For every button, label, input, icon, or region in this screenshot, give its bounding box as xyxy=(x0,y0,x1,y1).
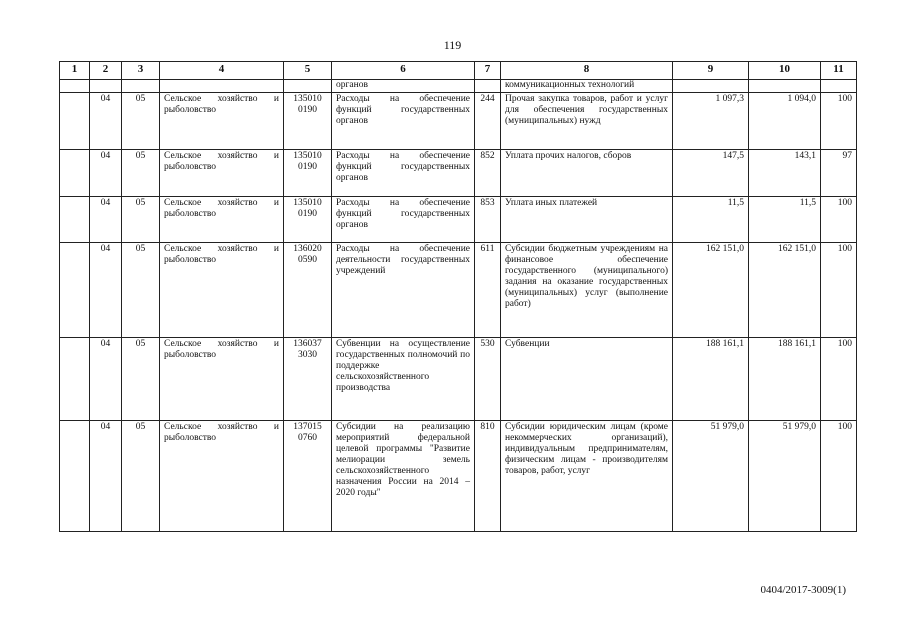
cell-expense-type: Прочая закупка товаров, работ и услуг для обеспечения государственных (муниципальных) нужд xyxy=(501,93,673,150)
header-col-4: 4 xyxy=(160,62,284,80)
cell-section: 04 xyxy=(90,150,122,197)
header-col-9: 9 xyxy=(673,62,749,80)
header-col-8: 8 xyxy=(501,62,673,80)
cell-expense-name: Расходы на обеспечение функций государственных органов xyxy=(332,93,475,150)
cell-type-code: 853 xyxy=(475,197,501,243)
cell-target-code: 136037 3030 xyxy=(284,338,332,421)
cell-subsection: 05 xyxy=(122,338,160,421)
cell-expense-type: Субсидии бюджетным учреждениям на финансовое обеспечение государственного (муниципального) задания на оказание государственных (муниципальных) услуг (выполнение работ) xyxy=(501,243,673,338)
cell-type-code: 611 xyxy=(475,243,501,338)
cell-section: 04 xyxy=(90,421,122,532)
cell-expense-name: Расходы на обеспечение функций государственных органов xyxy=(332,197,475,243)
cell-subsection: 05 xyxy=(122,93,160,150)
header-col-2: 2 xyxy=(90,62,122,80)
cell-actual: 162 151,0 xyxy=(749,243,821,338)
cell-section: 04 xyxy=(90,338,122,421)
header-col-1: 1 xyxy=(60,62,90,80)
cell-subsection: 05 xyxy=(122,197,160,243)
cell-target-code: 135010 0190 xyxy=(284,150,332,197)
cell-section-name: Сельское хозяйство и рыболовство xyxy=(160,338,284,421)
table-row xyxy=(60,197,857,243)
table-row xyxy=(60,93,857,150)
cell-col1 xyxy=(60,93,90,150)
cell-target-code: 137015 0760 xyxy=(284,421,332,532)
cell-expense-type: Субсидии юридическим лицам (кроме некоммерческих организаций), индивидуальным предпринимателям, физическим лицам - производителям товаров, работ, услуг xyxy=(501,421,673,532)
header-row xyxy=(60,62,857,80)
cell-subsection: 05 xyxy=(122,243,160,338)
cell-planned: 162 151,0 xyxy=(673,243,749,338)
cell-target-code: 136020 0590 xyxy=(284,243,332,338)
cell-section-name: Сельское хозяйство и рыболовство xyxy=(160,421,284,532)
header-col-5: 5 xyxy=(284,62,332,80)
cell-planned: 147,5 xyxy=(673,150,749,197)
cell-section: 04 xyxy=(90,243,122,338)
cell-col1 xyxy=(60,197,90,243)
continuation-expense-name: органов xyxy=(332,80,475,93)
cell-actual: 11,5 xyxy=(749,197,821,243)
cell-type-code: 852 xyxy=(475,150,501,197)
cell-subsection: 05 xyxy=(122,150,160,197)
cell-expense-name: Расходы на обеспечение функций государственных органов xyxy=(332,150,475,197)
cell-actual: 51 979,0 xyxy=(749,421,821,532)
cell-planned: 51 979,0 xyxy=(673,421,749,532)
header-col-3: 3 xyxy=(122,62,160,80)
cell-section-name: Сельское хозяйство и рыболовство xyxy=(160,93,284,150)
table-row xyxy=(60,150,857,197)
cell-col1 xyxy=(60,150,90,197)
cell-percent: 100 xyxy=(821,243,857,338)
cell-planned: 11,5 xyxy=(673,197,749,243)
cell-actual: 1 094,0 xyxy=(749,93,821,150)
cell-section-name: Сельское хозяйство и рыболовство xyxy=(160,197,284,243)
continuation-expense-type: коммуникационных технологий xyxy=(501,80,673,93)
cell-col1 xyxy=(60,243,90,338)
page-number: 119 xyxy=(443,38,462,52)
cell-section-name: Сельское хозяйство и рыболовство xyxy=(160,243,284,338)
cell-section-name: Сельское хозяйство и рыболовство xyxy=(160,150,284,197)
continuation-row xyxy=(60,80,857,93)
cell-type-code: 244 xyxy=(475,93,501,150)
header-col-6: 6 xyxy=(332,62,475,80)
table-row xyxy=(60,338,857,421)
cell-col1 xyxy=(60,421,90,532)
header-col-7: 7 xyxy=(475,62,501,80)
cell-expense-name: Субсидии на реализацию мероприятий федеральной целевой программы "Развитие мелиорации земель сельскохозяйственного назначения России на 2014 – 2020 годы" xyxy=(332,421,475,532)
cell-section: 04 xyxy=(90,93,122,150)
cell-expense-name: Субвенции на осуществление государственных полномочий по поддержке сельскохозяйственного производства xyxy=(332,338,475,421)
cell-planned: 1 097,3 xyxy=(673,93,749,150)
cell-col1 xyxy=(60,338,90,421)
cell-expense-type: Уплата иных платежей xyxy=(501,197,673,243)
cell-target-code: 135010 0190 xyxy=(284,197,332,243)
cell-section: 04 xyxy=(90,197,122,243)
cell-type-code: 810 xyxy=(475,421,501,532)
cell-percent: 100 xyxy=(821,338,857,421)
header-col-11: 11 xyxy=(821,62,857,80)
cell-planned: 188 161,1 xyxy=(673,338,749,421)
table-row xyxy=(60,243,857,338)
cell-percent: 100 xyxy=(821,93,857,150)
cell-expense-name: Расходы на обеспечение деятельности государственных учреждений xyxy=(332,243,475,338)
cell-expense-type: Уплата прочих налогов, сборов xyxy=(501,150,673,197)
budget-table xyxy=(59,61,857,532)
cell-target-code: 135010 0190 xyxy=(284,93,332,150)
header-col-10: 10 xyxy=(749,62,821,80)
cell-expense-type: Субвенции xyxy=(501,338,673,421)
cell-percent: 100 xyxy=(821,197,857,243)
table-row xyxy=(60,421,857,532)
cell-actual: 143,1 xyxy=(749,150,821,197)
cell-percent: 97 xyxy=(821,150,857,197)
document-code: 0404/2017-3009(1) xyxy=(760,584,846,596)
cell-subsection: 05 xyxy=(122,421,160,532)
cell-percent: 100 xyxy=(821,421,857,532)
cell-actual: 188 161,1 xyxy=(749,338,821,421)
cell-type-code: 530 xyxy=(475,338,501,421)
